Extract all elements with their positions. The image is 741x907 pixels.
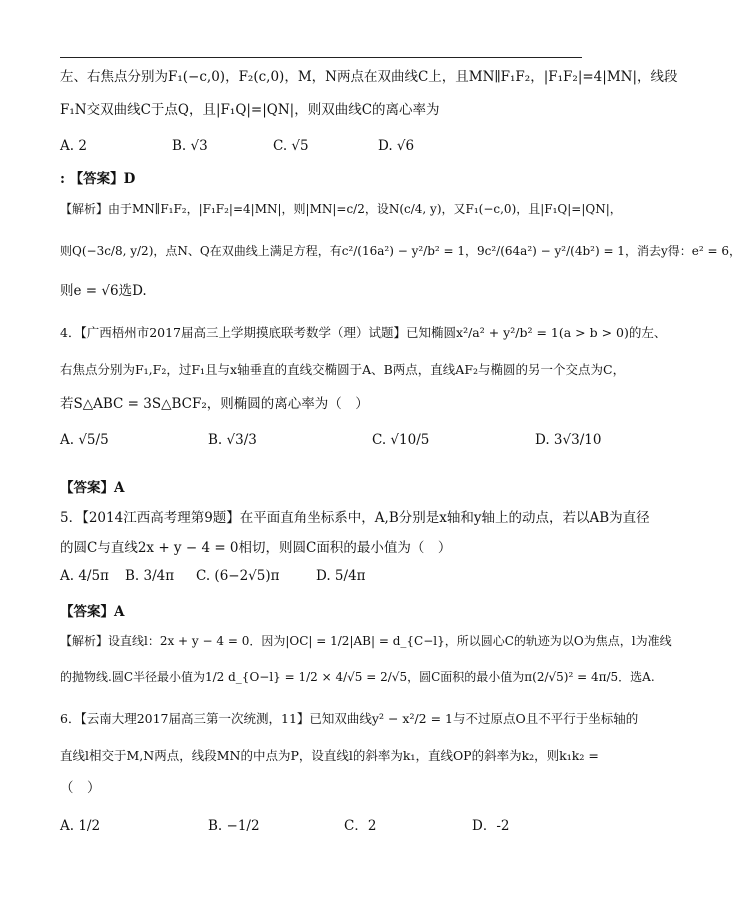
q6-stem-line-3: （ ）	[60, 780, 101, 796]
q5-stem-line-2: 的圆C与直线2x + y − 4 = 0相切，则圆C面积的最小值为（ ）	[60, 540, 452, 556]
q4-options	[60, 418, 602, 460]
q5-stem-line-1: 5．【2014江西高考理第9题】在平面直角坐标系中，A,B分别是x轴和y轴上的动点，若以AB为直径	[60, 510, 650, 526]
q3-options	[60, 136, 585, 170]
q5-answer: 【答案】A	[60, 604, 125, 620]
q6-option-b: B. −1/2	[208, 818, 260, 834]
q6-option-a: A. 1/2	[60, 818, 101, 834]
q3-answer: : 【答案】D	[60, 171, 136, 187]
q4-option-c: C. √10/5	[372, 432, 430, 448]
q3-analysis-line-1: 【解析】由于MN∥F₁F₂，|F₁F₂|=4|MN|，则|MN|=c/2，设N(c/4, y)，又F₁(−c,0)，且|F₁Q|=|QN|，	[60, 202, 622, 216]
q4-answer: 【答案】A	[60, 480, 125, 496]
q5-option-c: C. (6−2√5)π	[196, 568, 280, 584]
header-rule	[60, 57, 582, 58]
q3-option-d: D. √6	[378, 138, 415, 154]
q4-option-a: A. √5/5	[60, 432, 109, 448]
q4-option-b: B. √3/3	[208, 432, 257, 448]
q6-stem-line-2: 直线l相交于M,N两点，线段MN的中点为P，设直线l的斜率为k₁，直线OP的斜率为k₂，则k₁k₂ =	[60, 748, 599, 763]
q5-option-b: B. 3/4π	[125, 568, 175, 584]
q3-analysis-line-3: 则e = √6选D.	[60, 283, 147, 299]
q4-stem-line-1: 4．【广西梧州市2017届高三上学期摸底联考数学（理）试题】已知椭圆x²/a² + y²/b² = 1(a > b > 0)的左、	[60, 325, 667, 340]
q5-analysis-line-1: 【解析】设直线l：2x + y − 4 = 0．因为|OC| = 1/2|AB| = d_{C−l}，所以圆心C的轨迹为以O为焦点，l为准线	[60, 634, 672, 648]
q4-option-d: D. 3√3/10	[535, 432, 602, 448]
q3-stem-line-2: F₁N交双曲线C于点Q，且|F₁Q|=|QN|，则双曲线C的离心率为	[60, 102, 440, 118]
q4-stem-line-3: 若S△ABC = 3S△BCF₂，则椭圆的离心率为（ ）	[60, 396, 369, 412]
q6-stem-line-1: 6．【云南大理2017届高三第一次统测，11】已知双曲线y² − x²/2 = 1与不过原点O且不平行于坐标轴的	[60, 711, 639, 726]
q6-option-d: D．-2	[472, 818, 510, 834]
q5-options	[60, 566, 585, 600]
q3-option-c: C. √5	[273, 138, 309, 154]
q5-option-d: D. 5/4π	[316, 568, 366, 584]
q6-option-c: C．2	[344, 818, 377, 834]
q3-stem-line-1: 左、右焦点分别为F₁(−c,0)，F₂(c,0)，M，N两点在双曲线C上，且MN∥F₁F₂，|F₁F₂|=4|MN|，线段	[60, 69, 678, 85]
q4-stem-line-2: 右焦点分别为F₁,F₂，过F₁且与x轴垂直的直线交椭圆于A、B两点，直线AF₂与椭圆的另一个交点为C，	[60, 362, 626, 377]
q3-option-a: A. 2	[60, 138, 87, 154]
q3-analysis-line-2: 则Q(−3c/8, y/2)，点N、Q在双曲线上满足方程，有c²/(16a²) − y²/b² = 1，9c²/(64a²) − y²/(4b²) = 1，消去y得：e² = 6，	[60, 244, 741, 258]
q6-options	[60, 806, 585, 846]
q5-analysis-line-2: 的抛物线.圆C半径最小值为1/2 d_{O−l} = 1/2 × 4/√5 = 2/√5，圆C面积的最小值为π(2/√5)² = 4π/5．选A.	[60, 670, 655, 684]
q5-option-a: A. 4/5π	[60, 568, 109, 584]
q3-option-b: B. √3	[172, 138, 208, 154]
